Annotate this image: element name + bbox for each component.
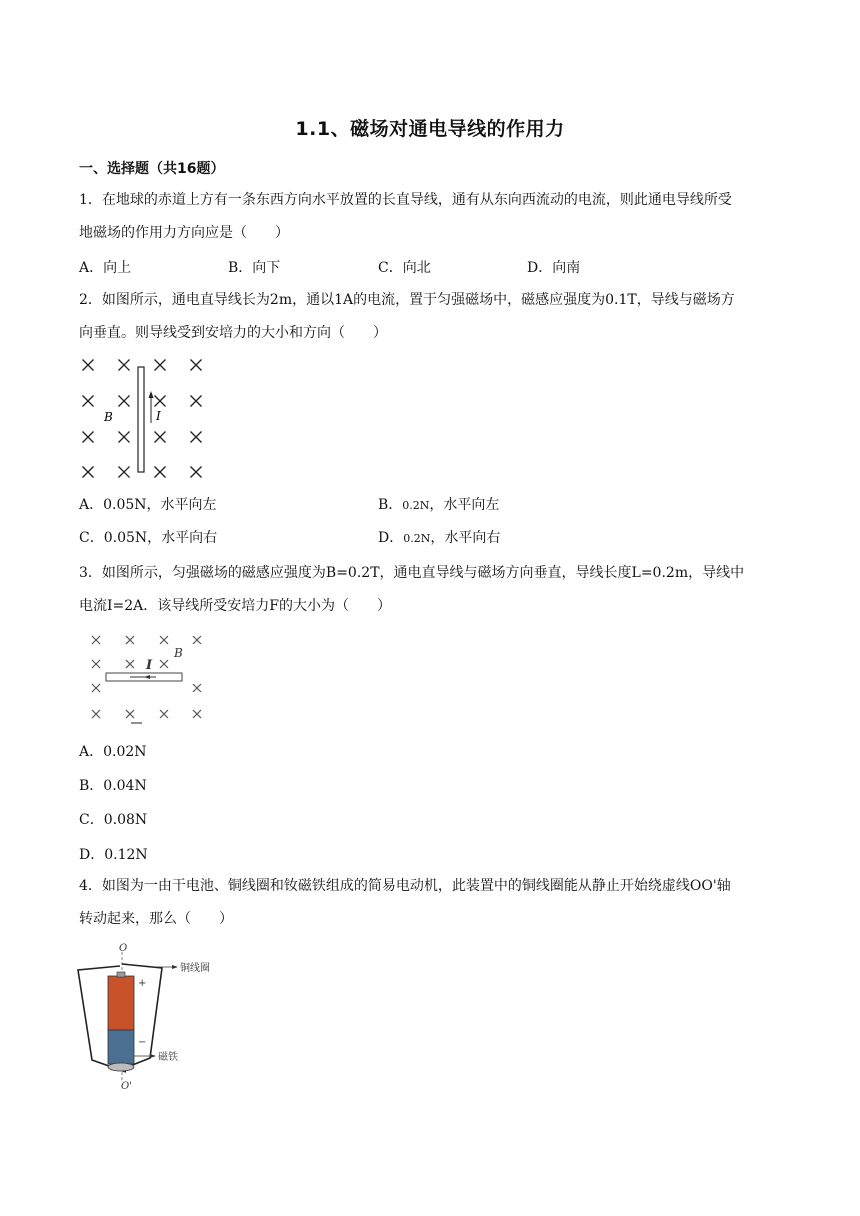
q2-option-b-value: 0.2N (402, 499, 430, 512)
magnet (108, 1063, 134, 1071)
magnet-pointer-head (150, 1054, 156, 1058)
question-1-line-2: 地磁场的作用力方向应是（ ） (79, 225, 289, 241)
q3-option-a: A．0.02N (79, 744, 147, 760)
minus-sign: − (138, 1037, 147, 1048)
question-3-text (79, 557, 785, 623)
question-2-line-1: 2．如图所示，通电直导线长为2m，通以1A的电流，置于匀强磁场中，磁感应强度为0.1T，导线与磁场方 (79, 292, 735, 308)
question-1-line-1: 1．在地球的赤道上方有一条东西方向水平放置的长直导线，通有从东向西流动的电流，则此通电导线所受 (79, 192, 732, 208)
current-label: I (156, 409, 161, 423)
question-2-line-2: 向垂直。则导线受到安培力的大小和方向（ ） (79, 325, 387, 341)
q2-option-d-value: 0.2N (403, 532, 431, 545)
wire-conductor (138, 367, 144, 472)
axis-bottom-label: O' (121, 1081, 132, 1090)
q2-option-c: C．0.05N，水平向右 (79, 530, 218, 546)
field-cross-marks (83, 360, 202, 478)
plus-sign: + (138, 978, 147, 989)
question-3-line-2: 电流I=2A．该导线所受安培力F的大小为（ ） (79, 598, 391, 614)
coil-pointer-head (172, 965, 178, 969)
q2-option-d (378, 528, 500, 549)
question-3-line-1: 3．如图所示，匀强磁场的磁感应强度为B=0.2T，通电直导线与磁场方向垂直，导线长度L=0.2m，导线中 (79, 565, 745, 581)
q1-option-c: C．向北 (378, 260, 431, 276)
magnet-label: 磁铁 (158, 1052, 178, 1063)
q1-option-b: B．向下 (228, 260, 281, 276)
q2-option-d-label: D． (378, 530, 404, 546)
q3-option-b: B．0.04N (79, 778, 147, 794)
page-title: 1.1、磁场对通电导线的作用力 (295, 118, 565, 140)
q2-option-a: A．0.05N，水平向左 (79, 497, 217, 513)
q3-magnetic-field-figure (84, 630, 214, 730)
field-label-b: B (104, 410, 113, 424)
battery-negative (108, 1030, 134, 1064)
battery-terminal (117, 972, 125, 977)
current-arrow-head (149, 391, 154, 398)
battery-positive (108, 976, 134, 1030)
q4-motor-figure (70, 940, 245, 1090)
axis-top-label: O (119, 943, 128, 954)
q2-option-b-direction: ，水平向左 (429, 497, 500, 513)
q3-option-c: C．0.08N (79, 812, 148, 828)
coil-label: 铜线圈 (180, 963, 210, 974)
question-4-line-1: 4．如图为一由干电池、铜线圈和钕磁铁组成的简易电动机，此装置中的铜线圈能从静止开始绕虚线OO'轴 (79, 878, 731, 894)
q1-option-a: A．向上 (79, 260, 132, 276)
section-heading: 一、选择题（共16题） (79, 161, 225, 177)
q2-magnetic-field-figure (78, 355, 208, 480)
current-label: I (146, 658, 153, 673)
q2-option-b (378, 495, 499, 516)
question-4-text (79, 870, 785, 936)
q1-option-d: D．向南 (527, 260, 581, 276)
q2-option-b-label: B． (378, 497, 403, 513)
question-4-line-2: 转动起来，那么（ ） (79, 911, 233, 927)
field-label-b: B (174, 646, 183, 660)
q2-option-d-direction: ，水平向右 (430, 530, 501, 546)
question-1-text (79, 184, 785, 250)
q3-option-d: D．0.12N (79, 847, 148, 863)
question-2-text (79, 284, 785, 350)
